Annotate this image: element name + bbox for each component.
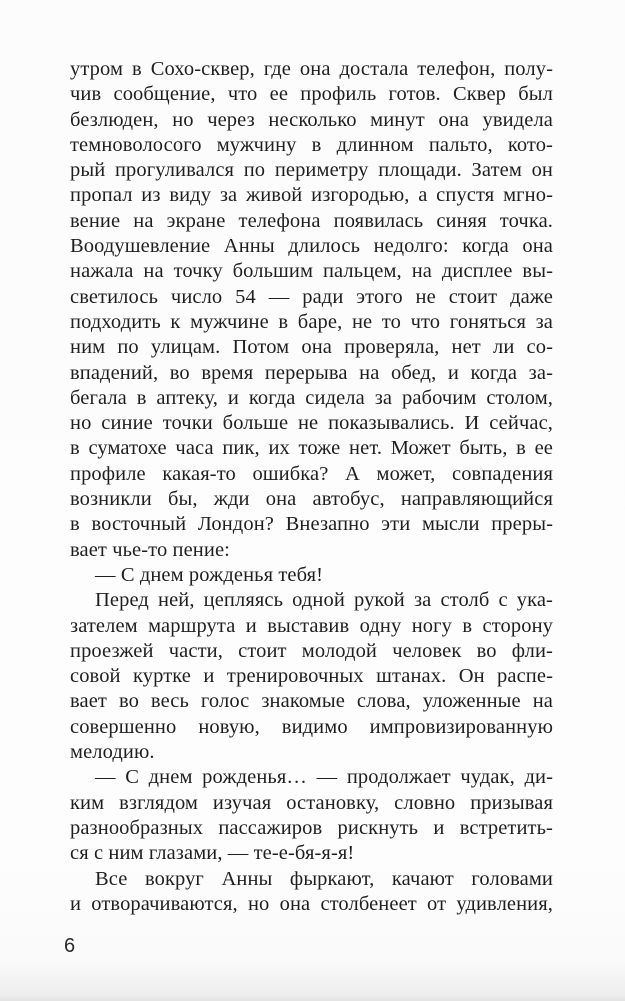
text-line: безлюден, но через несколько минут она увидела (70, 108, 553, 131)
text-line: Все вокруг Анны фыркают, качают головами (95, 867, 553, 890)
text-line: ся с ним глазами, — те-е-бя-я-я! (70, 842, 355, 865)
text-line: впадений, во время перерыва на обед, и когда за- (70, 361, 553, 384)
text-line: ним по улицам. Потом она проверяла, нет ли со- (70, 336, 553, 359)
text-line: чив сообщение, что ее профиль готов. Сквер был (70, 83, 553, 106)
text-line: рый прогуливался по периметру площади. Затем он (70, 159, 553, 182)
text-line: вение на экране телефона появилась синяя точка. (70, 209, 553, 232)
text-line: совой куртке и тренировочных штанах. Он распе- (70, 665, 553, 688)
text-line: в суматохе часа пик, их тоже нет. Может быть, в ее (70, 437, 553, 460)
text-line: зателем маршрута и выставив одну ногу в сторону (70, 614, 553, 637)
text-line: подходить к мужчине в баре, не то что гоняться за (70, 310, 553, 333)
text-line: пропал из виду за живой изгородью, а спустя мгно- (70, 184, 553, 207)
page-number: 6 (64, 935, 76, 957)
text-line: совершенно новую, видимо импровизированную (70, 715, 553, 738)
text-line: Перед ней, цепляясь одной рукой за столб с ука- (95, 589, 553, 612)
text-line: — С днем рожденья тебя! (95, 563, 324, 586)
text-line: темноволосого мужчину в длинном пальто, кото- (70, 133, 553, 156)
text-line: светилось число 54 — ради этого не стоит даже (70, 285, 553, 308)
text-line: мелодию. (70, 741, 155, 764)
text-line: возникли бы, жди она автобус, направляющийся (70, 488, 553, 511)
text-line: Воодушевление Анны длилось недолго: когда она (70, 235, 553, 258)
text-line: нажала на точку большим пальцем, на дисплее вы- (70, 260, 553, 283)
text-line: в восточный Лондон? Внезапно эти мысли преры- (70, 513, 553, 536)
text-line: проезжей части, стоит молодой человек во фли- (70, 639, 553, 662)
text-line: вает чье-то пение: (70, 538, 230, 561)
text-line: бегала в аптеку, и когда сидела за рабочим столом, (70, 386, 553, 409)
text-line: профиле какая-то ошибка? А может, совпадения (70, 462, 553, 485)
text-line: разнообразных пассажиров рискнуть и встретить- (70, 816, 553, 839)
text-line: ким взглядом изучая остановку, словно призывая (70, 791, 553, 814)
text-line: и отворачиваются, но она столбенеет от удивления, (70, 892, 553, 915)
body-text (70, 57, 553, 917)
text-line: вает во весь голос знакомые слова, уложенные на (70, 690, 553, 713)
text-line: — С днем рожденья… — продолжает чудак, ди- (95, 766, 553, 789)
text-line: утром в Сохо-сквер, где она достала телефон, полу- (70, 58, 553, 80)
text-line: но синие точки больше не показывались. И сейчас, (70, 412, 553, 435)
